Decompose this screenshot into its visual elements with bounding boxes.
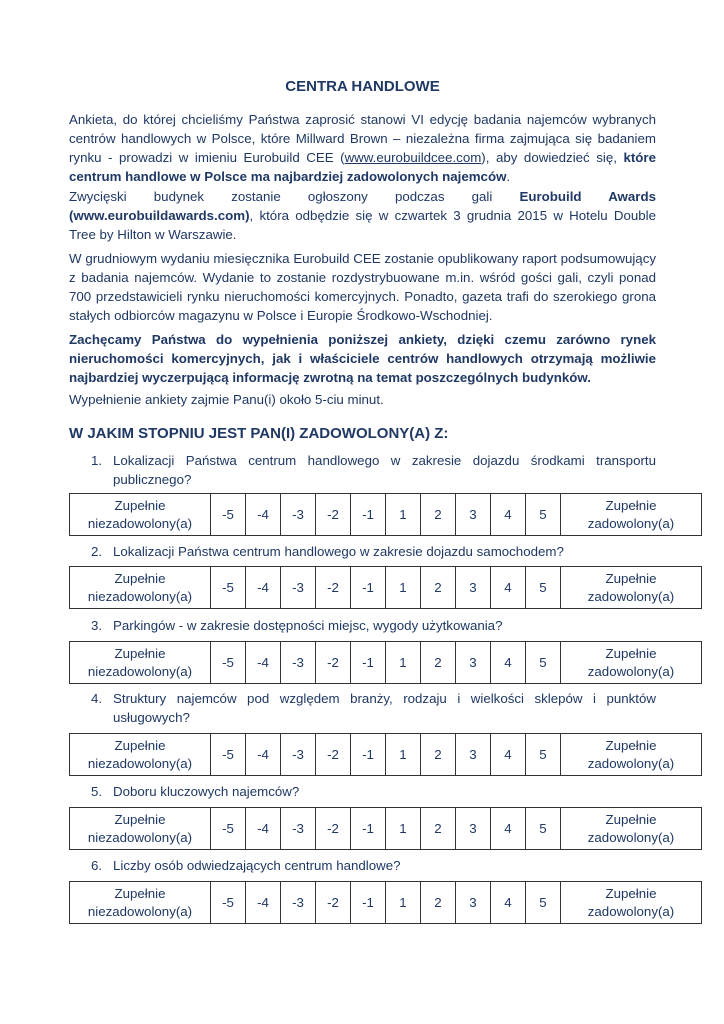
scale-option[interactable]: 3 <box>456 642 491 684</box>
scale-option[interactable]: 4 <box>491 734 526 776</box>
scale-option[interactable]: 1 <box>386 567 421 609</box>
scale-option[interactable]: 5 <box>526 882 561 924</box>
question-4 <box>91 689 656 727</box>
scale-option[interactable]: -4 <box>246 808 281 850</box>
intro-paragraph-3: W grudniowym wydaniu miesięcznika Eurobuild CEE zostanie opublikowany raport podsumowujący z badania najemców. Wydanie to zostanie rozdystrybuowane m.in. wśród gości gali, czyli ponad 700 przedstawicieli rynku nieruchomości komercyjnych. Ponadto, gazeta trafi do szerokiego grona stałych odbiorców magazynu w Polsce i Europie Środkowo-Wschodniej. <box>69 251 656 323</box>
scale-option[interactable]: -3 <box>281 882 316 924</box>
scale-option[interactable]: -5 <box>211 494 246 536</box>
scale-option[interactable]: -5 <box>211 642 246 684</box>
intro-paragraph-2 <box>69 187 656 244</box>
scale-right-label: Zupełnie zadowolony(a) <box>561 567 702 609</box>
intro-p2-text-b: , która odbędzie się w czwartek 3 grudnia 2015 w Hotelu Double Tree by Hilton w Warszawie. <box>69 208 656 242</box>
question-6 <box>91 856 656 875</box>
scale-option[interactable]: 4 <box>491 567 526 609</box>
question-text: Struktury najemców pod względem branży, rodzaju i wielkości sklepów i punktów usługowych? <box>113 691 656 725</box>
scale-option[interactable]: -2 <box>316 734 351 776</box>
scale-option[interactable]: -4 <box>246 642 281 684</box>
scale-option[interactable]: -2 <box>316 808 351 850</box>
question-number: 4. <box>91 691 103 706</box>
scale-option[interactable]: 5 <box>526 734 561 776</box>
intro-p1-text-a: Ankieta, do której chcieliśmy Państwa zaprosić stanowi VI edycję badania najemców wybranych centrów handlowych w Polsce, które Millward Brown – niezależna firma zajmująca się badaniem rynku - prowadzi w imieniu Eurobuild CEE ( <box>69 112 656 165</box>
scale-option[interactable]: -2 <box>316 642 351 684</box>
scale-option[interactable]: -2 <box>316 882 351 924</box>
scale-left-label: Zupełnie niezadowolony(a) <box>70 734 211 776</box>
rating-scale-q1 <box>69 493 702 536</box>
scale-right-label: Zupełnie zadowolony(a) <box>561 882 702 924</box>
rating-scale-q6 <box>69 881 702 924</box>
scale-option[interactable]: 1 <box>386 494 421 536</box>
scale-option[interactable]: 2 <box>421 734 456 776</box>
question-2 <box>91 542 656 561</box>
scale-left-label: Zupełnie niezadowolony(a) <box>70 808 211 850</box>
scale-option[interactable]: 3 <box>456 734 491 776</box>
question-5 <box>91 782 656 801</box>
scale-right-label: Zupełnie zadowolony(a) <box>561 808 702 850</box>
page-title: CENTRA HANDLOWE <box>285 78 440 95</box>
eurobuildcee-link[interactable]: www.eurobuildcee.com <box>344 150 482 165</box>
rating-scale-q2 <box>69 566 702 609</box>
scale-option[interactable]: -1 <box>351 642 386 684</box>
scale-option[interactable]: 3 <box>456 567 491 609</box>
question-number: 1. <box>91 453 103 468</box>
question-text: Doboru kluczowych najemców? <box>113 784 300 799</box>
scale-option[interactable]: -3 <box>281 642 316 684</box>
scale-right-label: Zupełnie zadowolony(a) <box>561 642 702 684</box>
scale-left-label: Zupełnie niezadowolony(a) <box>70 494 211 536</box>
intro-p2-bold: Eurobuild Awards (www.eurobuildawards.com) <box>69 189 656 223</box>
scale-option[interactable]: -4 <box>246 734 281 776</box>
scale-left-label: Zupełnie niezadowolony(a) <box>70 642 211 684</box>
intro-p1-text-c: . <box>506 169 511 184</box>
scale-option[interactable]: 4 <box>491 808 526 850</box>
question-number: 3. <box>91 618 103 633</box>
scale-option[interactable]: -4 <box>246 494 281 536</box>
scale-option[interactable]: -3 <box>281 808 316 850</box>
scale-option[interactable]: -1 <box>351 882 386 924</box>
scale-option[interactable]: 5 <box>526 642 561 684</box>
scale-option[interactable]: 3 <box>456 494 491 536</box>
section-heading: W JAKIM STOPNIU JEST PAN(I) ZADOWOLONY(A) Z: <box>69 425 449 442</box>
intro-paragraph-1 <box>69 110 656 186</box>
question-text: Parkingów - w zakresie dostępności miejsc, wygody użytkowania? <box>113 618 503 633</box>
intro-p2-text-a: Zwycięski budynek zostanie ogłoszony podczas gali <box>69 189 520 204</box>
scale-option[interactable]: 2 <box>421 882 456 924</box>
question-number: 6. <box>91 858 103 873</box>
question-number: 5. <box>91 784 103 799</box>
scale-left-label: Zupełnie niezadowolony(a) <box>70 567 211 609</box>
intro-paragraph-5: Wypełnienie ankiety zajmie Panu(i) około 5-ciu minut. <box>69 392 384 407</box>
scale-option[interactable]: 3 <box>456 808 491 850</box>
scale-option[interactable]: 1 <box>386 642 421 684</box>
question-text: Liczby osób odwiedzających centrum handlowe? <box>113 858 401 873</box>
scale-option[interactable]: -1 <box>351 808 386 850</box>
scale-option[interactable]: 1 <box>386 734 421 776</box>
scale-option[interactable]: -2 <box>316 567 351 609</box>
scale-option[interactable]: -5 <box>211 567 246 609</box>
scale-option[interactable]: -5 <box>211 734 246 776</box>
scale-right-label: Zupełnie zadowolony(a) <box>561 494 702 536</box>
scale-option[interactable]: -5 <box>211 882 246 924</box>
scale-option[interactable]: 3 <box>456 882 491 924</box>
scale-option[interactable]: -2 <box>316 494 351 536</box>
rating-scale-q3 <box>69 641 702 684</box>
intro-p1-bold: które centrum handlowe w Polsce ma najbardziej zadowolonych najemców <box>69 150 656 184</box>
intro-p1-text-b: ), aby dowiedzieć się, <box>481 150 624 165</box>
scale-option[interactable]: 5 <box>526 494 561 536</box>
scale-option[interactable]: 5 <box>526 808 561 850</box>
question-text: Lokalizacji Państwa centrum handlowego w zakresie dojazdu środkami transportu publicznego? <box>113 453 656 487</box>
rating-scale-q5 <box>69 807 702 850</box>
scale-option[interactable]: 5 <box>526 567 561 609</box>
scale-option[interactable]: -4 <box>246 567 281 609</box>
scale-option[interactable]: -5 <box>211 808 246 850</box>
scale-option[interactable]: -1 <box>351 734 386 776</box>
scale-option[interactable]: 1 <box>386 808 421 850</box>
scale-right-label: Zupełnie zadowolony(a) <box>561 734 702 776</box>
scale-option[interactable]: -1 <box>351 567 386 609</box>
scale-option[interactable]: 4 <box>491 494 526 536</box>
intro-paragraph-4: Zachęcamy Państwa do wypełnienia poniższej ankiety, dzięki czemu zarówno rynek nieruchomości komercyjnych, jak i właściciele centrów handlowych otrzymają możliwie najbardziej wyczerpującą informację zwrotną na temat poszczególnych budynków. <box>69 332 656 385</box>
scale-option[interactable]: 4 <box>491 642 526 684</box>
scale-option[interactable]: -4 <box>246 882 281 924</box>
scale-option[interactable]: -3 <box>281 494 316 536</box>
scale-option[interactable]: -3 <box>281 567 316 609</box>
scale-option[interactable]: 2 <box>421 567 456 609</box>
question-1 <box>91 451 656 489</box>
scale-option[interactable]: 1 <box>386 882 421 924</box>
scale-option[interactable]: 2 <box>421 494 456 536</box>
scale-left-label: Zupełnie niezadowolony(a) <box>70 882 211 924</box>
scale-option[interactable]: 2 <box>421 642 456 684</box>
scale-option[interactable]: 4 <box>491 882 526 924</box>
question-3 <box>91 616 656 635</box>
scale-option[interactable]: -1 <box>351 494 386 536</box>
question-number: 2. <box>91 544 103 559</box>
question-text: Lokalizacji Państwa centrum handlowego w zakresie dojazdu samochodem? <box>113 544 564 559</box>
scale-option[interactable]: 2 <box>421 808 456 850</box>
rating-scale-q4 <box>69 733 702 776</box>
scale-option[interactable]: -3 <box>281 734 316 776</box>
